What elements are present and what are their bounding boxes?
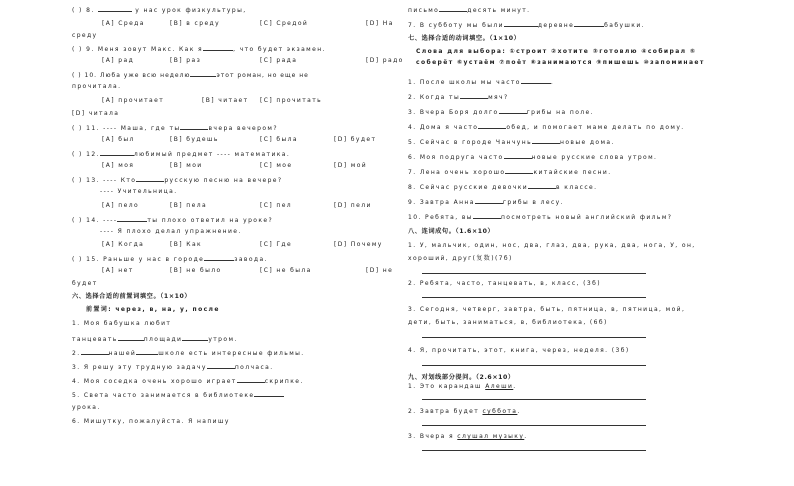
- answer-line[interactable]: [422, 297, 646, 298]
- word-bank-line-2: соберёт ⑥устаём ⑦поёт ⑧занимаются ⑨пишешь ⑩запоминает: [416, 59, 705, 66]
- item-text: деревне: [537, 22, 575, 29]
- option-b: [B] раз: [170, 57, 202, 64]
- sec7-item-6: [408, 152, 657, 162]
- item-text: бабушки.: [604, 22, 645, 29]
- item-text: дети, быть, заниматься, в, библиотека, (6б): [408, 319, 608, 326]
- item-text: 3. Вчера Боря долго: [408, 109, 499, 116]
- option-d: [D] Почему: [334, 241, 383, 248]
- question-9: [72, 44, 326, 54]
- q15-stem-rest: завода.: [234, 256, 268, 263]
- answer-blank[interactable]: [478, 122, 506, 129]
- item-text: .: [517, 408, 521, 415]
- q12-stem: ( ) 12.: [72, 151, 100, 158]
- item-text: .: [513, 383, 517, 390]
- answer-blank[interactable]: [532, 137, 560, 144]
- option-d-continued: среду: [72, 32, 98, 39]
- item-text: 10. Ребята, вы: [408, 214, 473, 221]
- item-text: скрипке.: [264, 378, 304, 385]
- sec7-item-7: [408, 167, 612, 177]
- q13-answer-line: ---- Учительница.: [100, 188, 178, 195]
- section-6-title: 六、选择合适的前置词填空。（1×10）: [72, 293, 192, 300]
- answer-line[interactable]: [422, 365, 646, 366]
- sec8-item-4: [408, 347, 630, 355]
- item-text: посмотреть новый английский фильм?: [500, 214, 673, 221]
- item-text: площади: [143, 336, 183, 343]
- option-a: [A] Когда: [102, 241, 145, 248]
- item-text: мяч?: [488, 94, 509, 101]
- answer-blank[interactable]: [504, 20, 538, 27]
- option-c: [C] мое: [260, 162, 293, 169]
- item-text: 4. Моя соседка очень хорошо играет: [72, 378, 237, 385]
- sec6-item-5: [72, 390, 284, 400]
- answer-blank[interactable]: [254, 390, 284, 397]
- item-text: новые дома.: [560, 139, 615, 146]
- option-d: [D] читала: [72, 110, 120, 117]
- option-c: [C] не была: [260, 267, 312, 274]
- question-8: [72, 5, 247, 15]
- answer-line[interactable]: [422, 399, 646, 400]
- answer-blank[interactable]: [207, 362, 235, 369]
- q14-stem: ( ) 14. ----: [72, 217, 118, 224]
- item-text: 7. Лена очень хорошо: [408, 169, 506, 176]
- option-a: [A] прочитает: [102, 97, 165, 104]
- answer-blank[interactable]: [118, 334, 144, 341]
- answer-blank[interactable]: [81, 348, 109, 355]
- answer-blank[interactable]: [473, 212, 501, 219]
- item-text: школе есть интересные фильмы.: [158, 350, 305, 357]
- answer-blank[interactable]: [98, 5, 132, 12]
- option-a: [A] рад: [102, 57, 135, 64]
- option-c: [C] прочитать: [260, 97, 323, 104]
- item-text: полчаса.: [234, 364, 274, 371]
- q15-stem: ( ) 15. Раньше у нас в городе: [72, 256, 205, 263]
- q10-stem-continued: прочитала.: [72, 83, 122, 90]
- sec6-item-4: [72, 376, 304, 386]
- sec7-item-9: [408, 197, 564, 207]
- option-c: [C] рада: [260, 57, 298, 64]
- option-a: [A] пело: [102, 202, 140, 209]
- sec8-item-1: [408, 242, 696, 250]
- item-text: 2.: [72, 350, 81, 357]
- sec9-item-2: [408, 408, 521, 416]
- answer-blank[interactable]: [574, 20, 604, 27]
- sec8-item-1-cont: [408, 255, 513, 263]
- answer-line[interactable]: [422, 425, 646, 426]
- question-11: [72, 123, 278, 133]
- section-7-word-bank: [416, 48, 696, 56]
- answer-blank[interactable]: [204, 254, 234, 261]
- option-d: [D] пели: [334, 202, 372, 209]
- q9-stem: ( ) 9. Меня зовут Макс. Как я: [72, 46, 204, 53]
- item-text: нашей: [108, 350, 137, 357]
- item-text: 5. Света часто занимается в библиотеке: [72, 392, 255, 399]
- item-text: 7. В субботу мы были: [408, 22, 504, 29]
- sec7-item-4: [408, 122, 685, 132]
- item-text: 2. Завтра будет: [408, 408, 483, 415]
- option-b: [B] не было: [170, 267, 222, 274]
- option-c: [C] была: [260, 136, 298, 143]
- section-7-title: 七、选择合适的动词填空。（1×10）: [408, 35, 521, 42]
- q14-answer-line: ---- Я плохо делал упражнение.: [100, 228, 242, 235]
- answer-blank[interactable]: [203, 44, 233, 51]
- question-12: [72, 149, 290, 159]
- option-b: [B] в среду: [170, 20, 221, 27]
- answer-blank[interactable]: [439, 5, 467, 12]
- answer-blank[interactable]: [182, 334, 208, 341]
- option-d: [D] радо: [366, 57, 404, 64]
- option-c: [C] пел: [260, 202, 293, 209]
- section-8-title: 八、连词成句。（1.6×10）: [408, 228, 495, 235]
- q10-stem: ( ) 10. Люба уже всю неделю: [72, 72, 191, 79]
- question-15: [72, 254, 268, 264]
- answer-line[interactable]: [422, 337, 646, 338]
- q8-options: [102, 20, 145, 28]
- option-c: [C] Где: [260, 241, 293, 248]
- item-text: 2. Ребята, часто, танцевать, в, класс, (3б): [408, 280, 601, 287]
- q8-stem-rest: у нас урок физкультуры,: [135, 7, 247, 14]
- question-13: [72, 175, 282, 185]
- item-text: урока.: [72, 404, 101, 411]
- option-b: [B] будешь: [170, 136, 219, 143]
- item-text: хороший, друг(复数)(7б): [408, 255, 513, 262]
- underlined-part: Алеши: [485, 383, 514, 390]
- sec6-item-5-cont: [72, 404, 101, 412]
- sec8-item-3: [408, 306, 685, 314]
- option-a: [A] Среда: [102, 20, 145, 27]
- answer-line[interactable]: [422, 450, 646, 451]
- item-text: 2. Когда ты: [408, 94, 461, 101]
- word-bank-label: Слова для выбора:: [416, 48, 507, 55]
- item-text: .: [524, 433, 528, 440]
- underlined-part: суббота: [482, 408, 518, 415]
- item-text: грибы на поле.: [526, 109, 594, 116]
- sec7-item-1: [408, 77, 554, 87]
- item-text: 6. Мишутку, пожалуйста. Я напишу: [72, 418, 230, 425]
- question-14: [72, 215, 273, 225]
- answer-blank[interactable]: [475, 197, 503, 204]
- item-text: 1. Моя бабушка любит: [72, 320, 172, 327]
- word-bank-label: 前置词:: [86, 306, 112, 313]
- sec9-item-1: [408, 383, 517, 391]
- answer-blank[interactable]: [237, 376, 265, 383]
- q10-stem-rest: этот роман, но еще не: [216, 72, 309, 79]
- item-text: 1. Это карандаш: [408, 383, 486, 390]
- item-text: китайские песни.: [533, 169, 612, 176]
- option-d: [D] не: [366, 267, 394, 274]
- option-d-continued: будет: [72, 280, 98, 287]
- sec6-item-2: [72, 348, 305, 358]
- q12-stem-rest: любимый предмет ---- математика.: [133, 151, 291, 158]
- underlined-part: слушал музыку: [457, 433, 525, 440]
- answer-blank[interactable]: [504, 152, 532, 159]
- option-a: [A] нет: [102, 267, 134, 274]
- item-text: 9. Завтра Анна: [408, 199, 475, 206]
- option-b: [B] мои: [170, 162, 203, 169]
- q9-stem-rest: , что будет экзамен.: [233, 46, 326, 53]
- answer-blank[interactable]: [117, 215, 147, 222]
- item-text: грибы в лесу.: [502, 199, 564, 206]
- item-text: 8. Сейчас русские девочки: [408, 184, 529, 191]
- item-text: обед, и помогает маме делать по дому.: [506, 124, 685, 131]
- item-text: 3. Я решу эту трудную задачу: [72, 364, 207, 371]
- sec7-item-10: [408, 212, 672, 222]
- sec7-item-5: [408, 137, 615, 147]
- answer-blank[interactable]: [499, 107, 527, 114]
- sec6-item-1-cont: [72, 334, 238, 344]
- item-text: десять минут.: [467, 7, 531, 14]
- answer-blank[interactable]: [460, 92, 488, 99]
- item-text: 4. Дома я часто: [408, 124, 479, 131]
- option-a: [A] моя: [102, 162, 135, 169]
- answer-line[interactable]: [422, 273, 646, 274]
- sec6-item-3: [72, 362, 274, 372]
- answer-blank[interactable]: [180, 123, 208, 130]
- item-text: 3. Сегодня, четверг, завтра, быть, пятница, в, пятница, мой,: [408, 306, 686, 313]
- item-text: утром.: [208, 336, 238, 343]
- sec7-item-3: [408, 107, 594, 117]
- option-d: [D] На: [366, 20, 394, 27]
- q11-stem: ( ) 11. ---- Маша, где ты: [72, 125, 181, 132]
- sec7-item-8: [408, 182, 597, 192]
- section-6-word-bank: [86, 306, 220, 314]
- item-text: 1. После школы мы часто: [408, 79, 521, 86]
- item-text: письмо: [408, 7, 440, 14]
- q8-stem: ( ) 8.: [72, 7, 95, 14]
- q14-stem-rest: ты плохо ответил на уроке?: [147, 217, 274, 224]
- option-b: [B] пела: [170, 202, 208, 209]
- item-text: 5. Сейчас в городе Чанчунь: [408, 139, 533, 146]
- q13-stem-rest: русскую песню на вечере?: [164, 177, 283, 184]
- sec9-item-3: [408, 433, 528, 441]
- option-d: [D] будет: [334, 136, 377, 143]
- sec7-item-2: [408, 92, 509, 102]
- option-d: [D] мой: [334, 162, 368, 169]
- item-7: [408, 20, 645, 30]
- item-text: 3. Вчера я: [408, 433, 458, 440]
- word-bank-line-1: ①строит ②хотите ③готовлю ④собирал ⑤: [509, 48, 697, 55]
- q13-stem: ( ) 13. ---- Кто: [72, 177, 137, 184]
- q11-stem-rest: вчера вечером?: [208, 125, 278, 132]
- section-7-word-bank-cont: [416, 59, 705, 67]
- item-text: 4. Я, прочитать, этот, книга, через, неделя. (3б): [408, 347, 630, 354]
- answer-blank[interactable]: [505, 167, 533, 174]
- item-text: 6. Моя подруга часто: [408, 154, 504, 161]
- word-bank-words: через, в, на, у, после: [115, 306, 220, 313]
- item-text: новые русские слова утром.: [531, 154, 658, 161]
- sec6-item-6: [72, 418, 230, 426]
- answer-blank[interactable]: [190, 70, 216, 77]
- sec6-item-1: [72, 320, 171, 328]
- sec8-item-2: [408, 280, 601, 288]
- item-6-continued: [408, 5, 530, 15]
- item-text: .: [550, 79, 555, 86]
- answer-blank[interactable]: [136, 175, 164, 182]
- item-text: 1. У, мальчик, один, нос, два, глаз, два, рука, два, нога, У, он,: [408, 242, 696, 249]
- section-9-title: 九、对划线部分提问。（2.6×10）: [408, 374, 515, 381]
- item-text: в классе.: [556, 184, 598, 191]
- answer-blank[interactable]: [136, 348, 158, 355]
- option-b: [B] читает: [202, 97, 249, 104]
- question-10: [72, 70, 309, 80]
- answer-blank[interactable]: [521, 77, 551, 84]
- item-text: танцевать: [72, 336, 118, 343]
- option-c: [C] Средой: [260, 20, 309, 27]
- answer-blank[interactable]: [100, 149, 134, 156]
- option-a: [A] был: [102, 136, 135, 143]
- sec8-item-3-cont: [408, 319, 608, 327]
- option-b: [B] Как: [170, 241, 203, 248]
- answer-blank[interactable]: [528, 182, 556, 189]
